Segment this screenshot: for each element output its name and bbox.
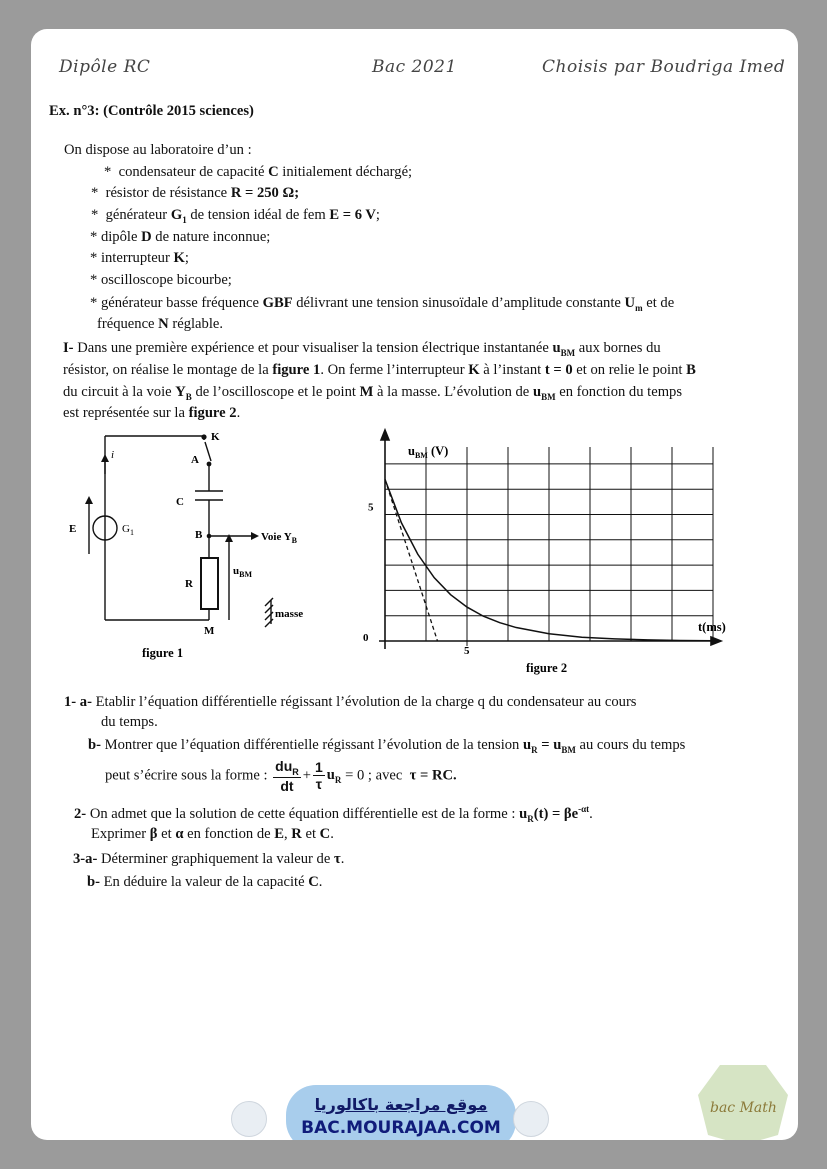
svg-text:uBM: $u_{BM}$ — [233, 565, 253, 579]
chart-series-tangent — [385, 479, 437, 641]
material-item: * générateur $G_1$ de tension idéal de fem E = 6 V; — [91, 207, 380, 225]
fraction-1-tau: $\frac{1}{\tau}$ — [315, 759, 323, 793]
material-item: fréquence N réglable. — [97, 316, 224, 332]
material-item: * interrupteur K; — [90, 250, 189, 266]
part1-line: I- Dans une première expérience et pour visualiser la tension électrique instantanée $u_{BM}$ aux bornes du — [63, 340, 661, 358]
svg-text:bac Math: bac Math — [710, 1100, 777, 1116]
question-3a: 3-a- Déterminer graphiquement la valeur de τ. — [73, 851, 345, 867]
uBM-time-chart — [346, 424, 726, 689]
svg-text:R: R — [185, 578, 193, 590]
question-2-cont: Exprimer β et α en fonction de E, R et C. — [91, 826, 334, 842]
fraction-du-dt: $\frac{du_R}{dt}$ — [275, 758, 299, 794]
site-banner[interactable]: موقع مراجعة باكالوريا BAC.MOURAJAA.COM — [286, 1085, 516, 1140]
svg-text:masse: masse — [275, 608, 304, 620]
document-page — [31, 29, 798, 1140]
material-item: * condensateur de capacité C initialement déchargé; — [104, 164, 413, 180]
material-item: * oscilloscope bicourbe; — [90, 272, 232, 288]
chart-xlabel: t(ms) — [698, 620, 726, 634]
svg-text:figure 1: figure 1 — [142, 646, 184, 660]
header-year: Bac 2021 — [372, 57, 457, 77]
svg-text:i: i — [111, 449, 115, 461]
exercise-title: Ex. n°3: (Contrôle 2015 sciences) — [49, 103, 254, 119]
bac-math-logo — [698, 1065, 788, 1140]
svg-text:K: K — [211, 431, 220, 443]
question-1a: 1- a- Etablir l’équation différentielle régissant l’évolution de la charge q du condensateur au cours — [64, 694, 637, 710]
svg-text:G1: $G_1$ — [122, 523, 134, 537]
question-1b: b- Montrer que l’équation différentielle régissant l’évolution de la tension $u_R = u_{BM}$ au cours du temps — [88, 737, 686, 755]
site-logo-right — [513, 1101, 549, 1137]
part1-line: du circuit à la voie $Y_B$ de l’oscilloscope et le point M à la masse. L’évolution de $u_{BM}$ en fonction du temps — [63, 384, 683, 402]
chart-xtick-label: 5 — [464, 645, 470, 657]
chart-y-arrow — [381, 430, 389, 440]
material-item: * résistor de résistance R = 250 Ω; — [91, 185, 300, 201]
header-title: Dipôle RC — [59, 57, 151, 77]
chart-xtick-label: 0 — [363, 632, 369, 644]
chart-ytick-label: 5 — [368, 501, 374, 514]
chart-ylabel: $u_{BM}$ (V) — [408, 444, 449, 460]
question-1b-equation: peut s’écrire sous la forme : $\frac{du_R}{dt}$ + $\frac{1}{\tau}$ $u_R = 0$ ; avec τ = RC. — [105, 758, 457, 794]
header-author: Choisis par Boudriga Imed — [542, 57, 786, 77]
svg-text:A: A — [191, 454, 199, 466]
svg-text:Voie YB: Voie $Y_B$ — [261, 531, 298, 545]
svg-text:B: B — [195, 529, 203, 541]
svg-text:M: M — [204, 625, 215, 637]
intro-text: On dispose au laboratoire d’un : — [64, 142, 252, 158]
question-1a-cont: du temps. — [101, 714, 158, 730]
part1-line: résistor, on réalise le montage de la figure 1. On ferme l’interrupteur K à l’instant t = 0 et on relie le point B — [63, 362, 696, 378]
question-2: 2- On admet que la solution de cette équation différentielle est de la forme : $u_R(t) = \beta e^{-\alpha t}$. — [74, 804, 593, 824]
chart-x-arrow — [711, 637, 721, 645]
svg-text:E: E — [69, 523, 77, 535]
material-item: * générateur basse fréquence GBF délivrant une tension sinusoïdale d’amplitude constante $U_m$ et de — [90, 295, 675, 313]
svg-text:C: C — [176, 496, 184, 508]
chart-caption: figure 2 — [526, 661, 568, 675]
site-logo-left — [231, 1101, 267, 1137]
material-item: * dipôle D de nature inconnue; — [90, 229, 271, 245]
part1-line: est représentée sur la figure 2. — [63, 405, 241, 421]
question-3b: b- En déduire la valeur de la capacité C. — [87, 874, 323, 890]
circuit-figure — [61, 424, 341, 664]
